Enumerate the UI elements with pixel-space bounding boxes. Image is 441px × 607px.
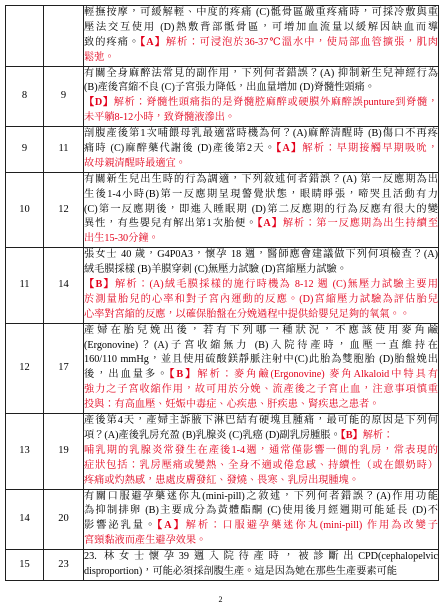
content-line <box>84 504 438 519</box>
explanation-text: 哺乳期的乳腺炎常發生在產後1-4週，通常僅影響一側的乳房，常表現的 <box>84 444 438 456</box>
question-number-cell: 23 <box>44 550 84 581</box>
content-line <box>84 444 438 459</box>
explanation-text: 投與：有高血壓、妊娠中毒症、心疾患、肝疾患、腎疾患之患者。 <box>84 399 380 411</box>
content-line <box>84 81 438 96</box>
question-text: (Ergonovine)？(A)子宮收縮無力 (B)入院待產時，血壓一直維持在 <box>84 339 438 351</box>
question-text: 壓法交互使用 (D)熱敷背部骶骨區，可增加血流量以緩解因缺血而導 <box>84 21 438 33</box>
content-line <box>84 429 438 444</box>
question-content-cell <box>84 6 439 67</box>
content-line <box>84 188 438 203</box>
content-line <box>84 67 438 82</box>
question-text: 剖腹產後第1次哺餵母乳最適當時機為何？(A)麻醉清醒時 (B)傷口不再疼 <box>84 128 438 140</box>
question-text: 生後1-4小時(B)第一反應期呈現警覺狀態，眼睛睜張，啼哭且活動有力 <box>84 188 438 200</box>
content-line <box>84 324 438 339</box>
question-text: 項？(A)產後乳房充盈 (B)乳腺炎 (C)乳癌 (D)副乳房腫脹。 <box>84 429 341 441</box>
explanation-text: 出生15-30分鐘。 <box>84 233 159 245</box>
question-number-cell: 17 <box>44 323 84 413</box>
question-content-cell <box>84 66 439 127</box>
table-row <box>6 414 439 489</box>
answer-key: 【B】 <box>340 429 363 441</box>
content-line <box>84 51 438 66</box>
question-content-cell <box>84 550 439 581</box>
table-row <box>6 172 439 247</box>
row-index-cell: 15 <box>6 550 44 581</box>
row-index-cell: 13 <box>6 414 44 489</box>
question-content-cell <box>84 248 439 323</box>
question-number-cell: 11 <box>44 127 84 173</box>
content-line <box>84 142 438 157</box>
question-content-cell <box>84 127 439 173</box>
content-line <box>84 519 438 534</box>
explanation-text: 解析：脊髓性頭痛指的是脊髓腔麻醉或硬膜外麻醉誤punture到脊髓， <box>113 97 438 109</box>
question-text: 產後第4天，產婦主訴腋下淋巴結有硬塊且腫痛，最可能的原因是下列何 <box>84 415 438 427</box>
content-line <box>84 414 438 429</box>
content-line <box>84 398 438 413</box>
row-index-cell: 11 <box>6 248 44 323</box>
content-line <box>84 127 438 142</box>
answer-key: 【D】 <box>84 97 114 109</box>
question-number-cell: 19 <box>44 414 84 489</box>
table-row <box>6 127 439 173</box>
question-text: 有關新生兒出生時的行為調適，下列敘述何者錯誤？(A) 第一反應期為出 <box>84 173 438 185</box>
row-index-cell: 9 <box>6 127 44 173</box>
table-row <box>6 248 439 323</box>
row-index-cell: 8 <box>6 66 44 127</box>
content-line <box>84 111 438 126</box>
content-line <box>84 459 438 474</box>
question-text: 異性，有些嬰兒有解出第1次胎便。 <box>84 218 258 230</box>
explanation-text: 解析：(A)絨毛膜採樣的施行時機為 8-12 週 (C)無壓力試驗主要用 <box>115 279 438 291</box>
question-table-body <box>6 6 439 581</box>
row-index-cell: 10 <box>6 172 44 247</box>
explanation-text: 故母親清醒時最適宜。 <box>84 157 186 169</box>
table-row <box>6 66 439 127</box>
content-line <box>84 217 438 232</box>
question-text: 23. 林女士懷孕39週入院待產時，被診斷出CPD(cephalopelvic <box>84 551 438 563</box>
question-number-cell: 9 <box>44 66 84 127</box>
question-text: 後，出血量多。 <box>84 369 170 381</box>
content-line <box>84 474 438 489</box>
question-content-cell <box>84 323 439 413</box>
explanation-text: 宮頸黏液而產生避孕效果。 <box>84 535 207 547</box>
page-number: 2 <box>218 595 223 604</box>
question-text: 有關口服避孕藥迷你丸(mini-pill)之敘述，下列何者錯誤？(A)作用功能 <box>84 490 438 502</box>
answer-key: 【A】 <box>257 218 283 230</box>
row-index-cell <box>6 6 44 67</box>
explanation-text: 解析：麥角鹼(Ergonovine) 麥角Alkaloid中特具有 <box>197 369 438 381</box>
content-line <box>84 173 438 188</box>
explanation-text: 疼痛或灼熱感，患處皮膚發紅、發燒、畏寒、乳房出現腫塊。 <box>84 474 360 486</box>
content-line <box>84 232 438 247</box>
content-line <box>84 157 438 172</box>
content-line <box>84 490 438 505</box>
explanation-text: 解析：可浸泡於36-37℃溫水中，使局部血管擴張，肌肉 <box>165 36 438 48</box>
question-text: 張女士 40 歲，G4P0A3，懷孕 18 週，醫師應會建議做下列何項檢查？(A) <box>84 249 438 261</box>
question-text: 痛時 (C)麻醉藥代謝後 (D)產後第2天。 <box>84 143 277 155</box>
question-text: 絨毛膜採樣 (B)羊膜穿刺 (C)無壓力試驗 (D)宮縮壓力試驗。 <box>84 264 347 276</box>
explanation-text: 解析：口服避孕藥迷你丸(mini-pill) 作用為改變子 <box>185 520 438 532</box>
table-row <box>6 6 439 67</box>
answer-key: 【A】 <box>157 520 186 532</box>
content-line <box>84 6 438 21</box>
explanation-text: 症狀包括：乳房壓痛或變熱、全身不適或倦怠感、持續性（或在餵奶時） <box>84 459 438 471</box>
question-number-cell: 12 <box>44 172 84 247</box>
question-table <box>5 5 439 581</box>
question-text: 產婦在胎兒娩出後，若有下列哪一種狀況，不應該使用麥角鹼 <box>84 324 438 336</box>
answer-key: 【B】 <box>84 279 116 291</box>
content-line <box>84 96 438 111</box>
question-text: 為抑制排卵 (B)主要成分為黃體酯酮 (C)使用後月經週期可能延長 (D)不 <box>84 505 438 517</box>
question-text: (B)產後宮縮不良 (C)子宮張力降低，出血量增加 (D)脊髓性頭痛。 <box>84 82 375 94</box>
explanation-text: 解析：早期接觸早期吸吮， <box>302 143 438 155</box>
content-line <box>84 293 438 308</box>
content-line <box>84 278 438 293</box>
content-line <box>84 308 438 323</box>
question-text: 致的疼痛。 <box>84 36 141 48</box>
answer-key: 【A】 <box>276 143 303 155</box>
content-line <box>84 339 438 354</box>
explanation-text: 解析： <box>362 429 394 441</box>
question-text: 有關全身麻醉法常見的副作用，下列何者錯誤？(A) 抑制新生兒神經行為 <box>84 67 438 79</box>
question-number-cell <box>44 6 84 67</box>
answer-key: 【B】 <box>169 369 198 381</box>
row-index-cell: 14 <box>6 489 44 550</box>
question-content-cell <box>84 489 439 550</box>
explanation-text: 於測量胎兒的心率和對子宮內運動的反應。(D)宮縮壓力試驗為評估胎兒 <box>84 293 438 305</box>
content-line <box>84 203 438 218</box>
content-line <box>84 263 438 278</box>
question-number-cell: 14 <box>44 248 84 323</box>
content-line <box>84 383 438 398</box>
content-line <box>84 353 438 368</box>
question-content-cell <box>84 172 439 247</box>
question-text: disproportion)，可能必須採剖腹生產。這是因為她在那些生產要素可能 <box>84 565 397 577</box>
exam-page <box>5 5 438 581</box>
explanation-text: 解析：第一反應期為出生持續至 <box>282 218 438 230</box>
content-line <box>84 550 438 565</box>
content-line <box>84 36 438 51</box>
question-number-cell: 20 <box>44 489 84 550</box>
question-text: (C)第一反應期後，即進入睡眠期 (D)第二反應期的行為反應有很大的變 <box>84 203 438 215</box>
explanation-text: 心率對宮縮的反應，以確保胎盤在分娩過程中提供給嬰兒足夠的氧氣。。 <box>84 308 410 320</box>
content-line <box>84 368 438 383</box>
explanation-text: 未平躺8-12小時，致脊髓液滲出。 <box>84 112 236 124</box>
question-text: 160/110 mmHg，並且使用硫酸鎂靜脈注射中(C)此胎為雙胞胎 (D)胎盤娩出 <box>84 354 438 366</box>
question-text: 輕撫按摩，可緩解輕、中度的疼痛 (C)骶骨區嚴重疼痛時，可採冷敷與重 <box>84 7 438 18</box>
table-row <box>6 550 439 581</box>
content-line <box>84 21 438 36</box>
answer-key: 【A】 <box>140 36 166 48</box>
table-row <box>6 489 439 550</box>
content-line <box>84 565 438 580</box>
content-line <box>84 248 438 263</box>
row-index-cell: 12 <box>6 323 44 413</box>
explanation-text: 強力之子宮收縮作用，故可用於分娩、流產後之子宮止血，注意事項慎重 <box>84 384 438 396</box>
table-row <box>6 323 439 413</box>
content-line <box>84 534 438 549</box>
explanation-text: 鬆弛。 <box>84 51 115 63</box>
question-text: 影響泌乳量。 <box>84 520 158 532</box>
question-content-cell <box>84 414 439 489</box>
